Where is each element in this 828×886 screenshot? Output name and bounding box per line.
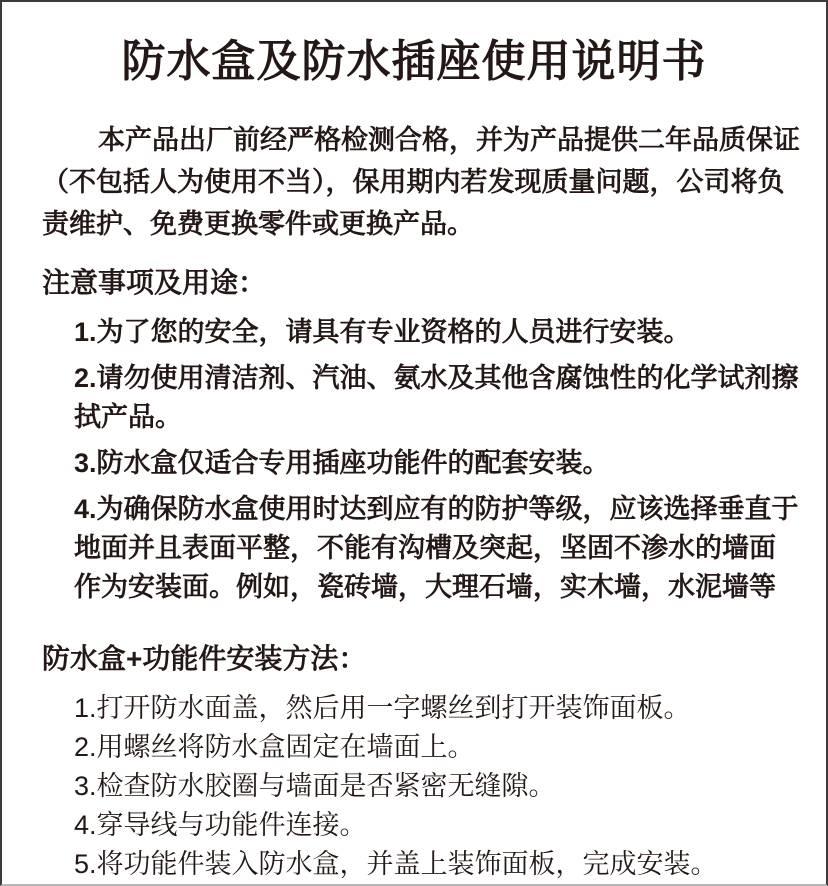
list-item	[74, 359, 799, 437]
list-item	[74, 845, 786, 883]
text-line: 2.请勿使用清洁剂、汽油、氨水及其他含腐蚀性的化学试剂擦	[74, 362, 799, 393]
warranty-line-3: 责维护、免费更换零件或更换产品。	[42, 208, 474, 239]
notes-item-list	[42, 313, 799, 607]
list-item	[74, 444, 786, 483]
warranty-line-1: 本产品出厂前经严格检测合格，并为产品提供二年品质保证	[98, 124, 800, 155]
text-line: 作为安装面。例如，瓷砖墙，大理石墙，实木墙，水泥墙等	[74, 571, 776, 602]
text-line: 地面并且表面平整，不能有沟槽及突起，坚固不渗水的墙面	[74, 532, 776, 563]
list-item	[74, 313, 786, 352]
list-item	[74, 689, 786, 727]
text-line: 3.检查防水胶圈与墙面是否紧密无缝隙。	[74, 770, 556, 801]
list-item	[74, 728, 786, 766]
text-line: 5.将功能件装入防水盒，并盖上装饰面板，完成安装。	[74, 848, 718, 879]
text-line: 4.穿导线与功能件连接。	[74, 809, 367, 840]
text-line: 3.防水盒仅适合专用插座功能件的配套安装。	[74, 447, 610, 478]
text-line: 拭产品。	[74, 401, 182, 432]
section-install-heading: 防水盒+功能件安装方法：	[42, 642, 367, 674]
page-title: 防水盒及防水插座使用说明书	[121, 37, 707, 86]
list-item	[74, 806, 786, 844]
warranty-paragraph	[42, 119, 800, 245]
install-item-list	[42, 689, 786, 883]
text-line: 1.为了您的安全，请具有专业资格的人员进行安装。	[74, 316, 691, 347]
text-line: 4.为确保防水盒使用时达到应有的防护等级，应该选择垂直于	[74, 493, 799, 524]
section-notes-heading: 注意事项及用途：	[42, 266, 267, 298]
list-item	[74, 490, 799, 607]
text-line: 1.打开防水面盖，然后用一字螺丝到打开装饰面板。	[74, 692, 691, 723]
list-item	[74, 767, 786, 805]
text-line: 2.用螺丝将防水盒固定在墙面上。	[74, 731, 475, 762]
warranty-line-2: （不包括人为使用不当），保用期内若发现质量问题，公司将负	[42, 166, 785, 197]
